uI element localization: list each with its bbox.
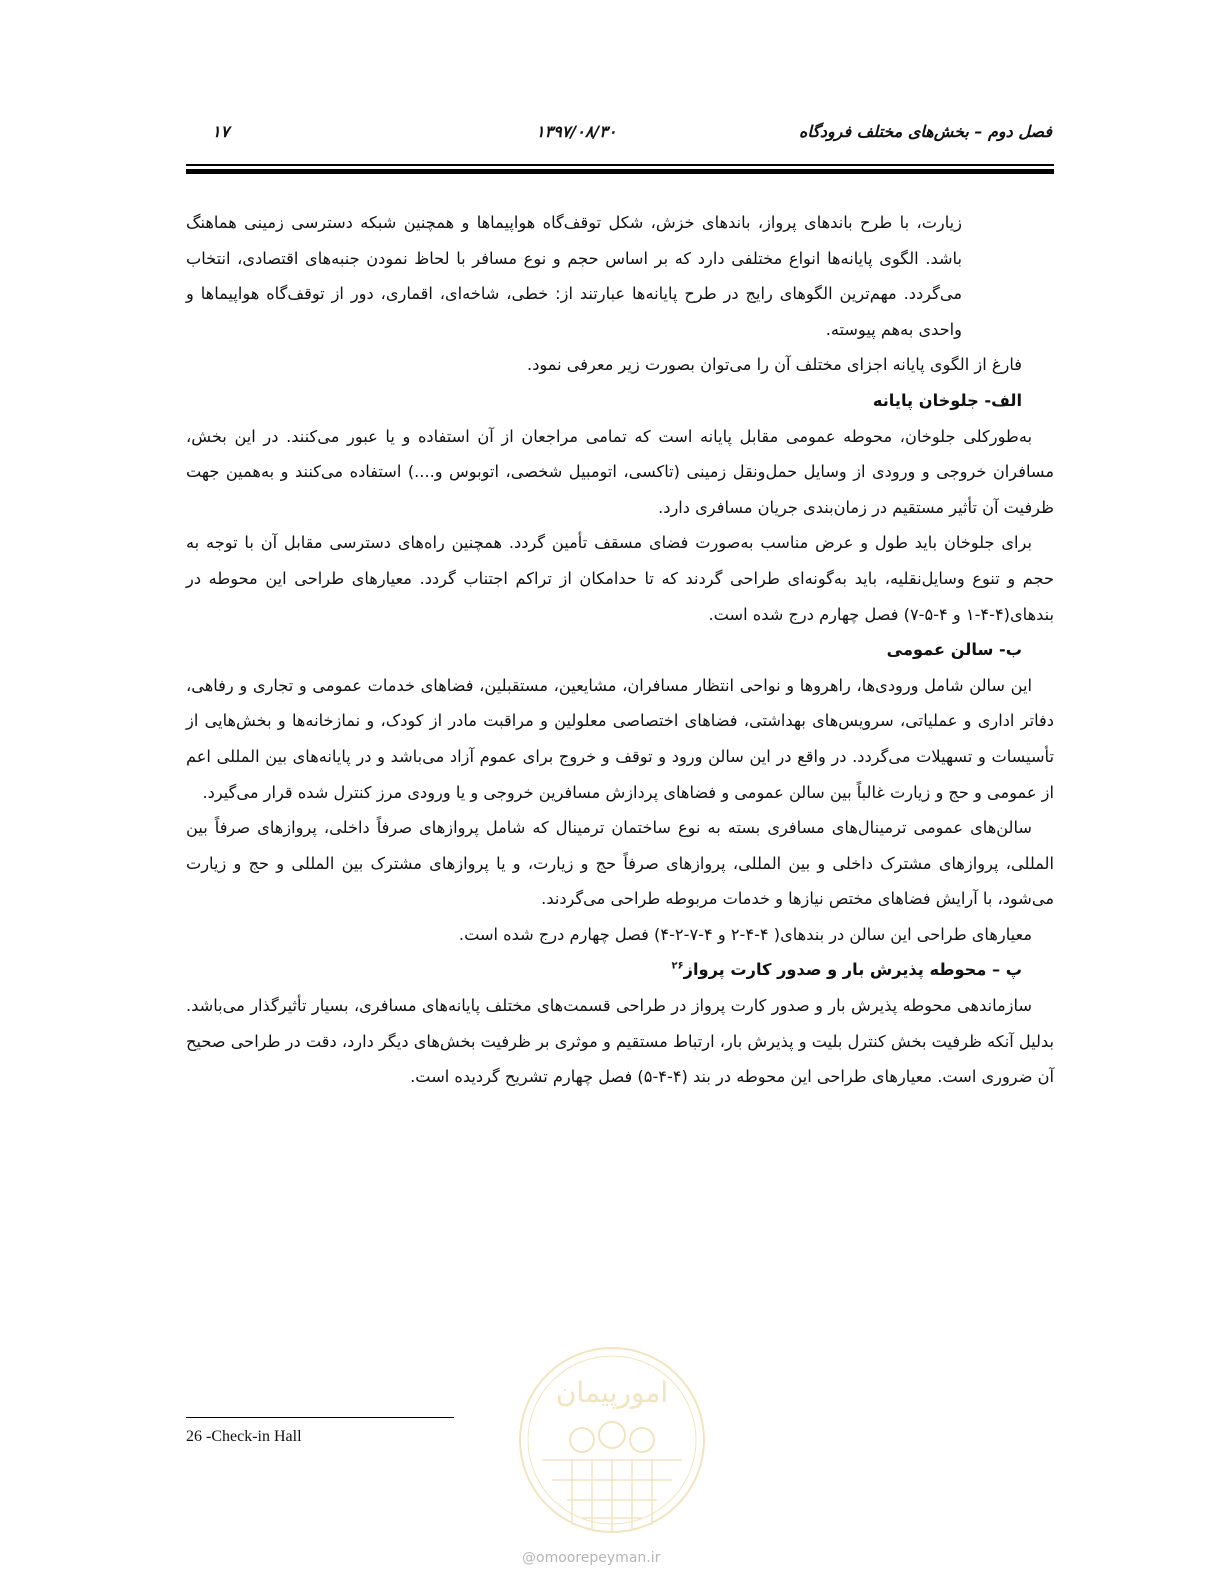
footnote-rule [186,1417,454,1418]
heading-be: ب- سالن عمومی [886,640,1022,660]
footnote-text: 26 -Check-in Hall [186,1428,302,1445]
watermark-logo [512,1340,712,1540]
paragraph-1: زیارت، با طرح باندهای پرواز، باندهای خزش، شکل توقف‌گاه هواپیماها و همچنین شبکه دسترسی زمینی هماهنگ باشد. الگوی پایانه‌ها انواع مختلفی دارد که بر اساس حجم و نوع مسافر با لحاظ نمودن جنبه‌های اقتصادی، انتخاب می‌گردد. مهم‌ترین الگوهای رایج در طرح پایانه‌ها عبارتند از: خطی، شاخه‌ای، اقماری، دور از توقف‌گاه هواپیماها و واحدی به‌هم پیوسته. [186,213,962,339]
paragraph-8: سازماندهی محوطه پذیرش بار و صدور کارت پرواز در طراحی قسمت‌های مختلف پایانه‌های مسافری، بسیار تأثیرگذار می‌باشد. بدلیل آنکه ظرفیت بخش کنترل بلیت و پذیرش بار، ارتباط مستقیم و موثری بر ظرفیت بخش‌های دیگر دارد، دقت در طراحی صحیح آن ضروری است. معیارهای طراحی این محوطه در بند (۴-۴-۵) فصل چهارم تشریح گردیده است. [186,996,1054,1087]
body-text [186,205,1054,1095]
paragraph-4: برای جلوخان باید طول و عرض مناسب به‌صورت فضای مسقف تأمین گردد. همچنین راه‌های دسترسی مقابل آن با توجه به حجم و تنوع وسایل‌نقلیه، باید به‌گونه‌ای طراحی گردند که تا حدامکان از تراکم اجتناب گردد. معیارهای طراحی این محوطه در بندهای(۴-۴-۱ و ۴-۵-۷) فصل چهارم درج شده است. [186,533,1054,624]
paragraph-2: فارغ از الگوی پایانه اجزای مختلف آن را می‌توان بصورت زیر معرفی نمود. [527,355,1022,375]
paragraph-3: به‌طورکلی جلوخان، محوطه عمومی مقابل پایانه است که تمامی مراجعان از آن استفاده و یا عبور می‌کنند. در این بخش، مسافران خروجی و ورودی از وسایل حمل‌ونقل زمینی (تاکسی، اتومبیل شخصی، اتوبوس و....) استفاده می‌کنند و به‌همین جهت ظرفیت آن تأثیر مستقیم در زمان‌بندی جریان مسافری دارد. [186,426,1054,517]
footnote-marker: ۲۶ [671,961,684,973]
page-header [186,118,1052,148]
heading-pe [186,952,1054,988]
paragraph-5: این سالن شامل ورودی‌ها، راهروها و نواحی انتظار مسافران، مشایعین، مستقبلین، فضاهای خدمات عمومی و تجاری و رفاهی، دفاتر اداری و عملیاتی، سرویس‌های بهداشتی، فضاهای اختصاصی معلولین و مراقبت مادر از کودک، و نمازخانه‌ها و بخش‌هایی از تأسیسات و تسهیلات می‌گردد. در واقع در این سالن ورود و توقف و خروج برای عموم آزاد می‌باشد و در پایانه‌های بین المللی اعم از عمومی و حج و زیارت غالباً بین سالن عمومی و فضاهای پردازش مسافرین خروجی و یا ورودی مرز کنترل شده قرار می‌گیرد. [186,675,1054,802]
header-rule-thin [186,164,1054,166]
paragraph-6: سالن‌های عمومی ترمینال‌های مسافری بسته به نوع ساختمان ترمینال که شامل پروازهای صرفاً داخلی، پروازهای صرفاً بین المللی، پروازهای مشترک داخلی و بین المللی، پروازهای صرفاً حج و زیارت، و یا پروازهای مشترک بین المللی و حج و زیارت می‌شود، با آرایش فضاهای مختص نیازها و خدمات مربوطه طراحی می‌گردند. [186,818,1054,909]
header-rule-thick [186,169,1054,174]
chapter-title: فصل دوم – بخش‌های مختلف فرودگاه [798,122,1052,141]
watermark-url: @omoorepeyman.ir [522,1550,661,1566]
heading-pe-text: پ – محوطه پذیرش بار و صدور کارت پرواز [683,960,1022,980]
header-date: ۱۳۹۷/۰۸/۳۰ [536,122,617,141]
paragraph-7: معیارهای طراحی این سالن در بندهای( ۴-۴-۲ و ۴-۷-۲-۴) فصل چهارم درج شده است. [458,924,1032,944]
watermark-logo-text: امورپیمان [555,1376,669,1409]
heading-alef: الف- جلوخان پایانه [872,390,1022,410]
page-number: ۱۷ [212,122,230,141]
